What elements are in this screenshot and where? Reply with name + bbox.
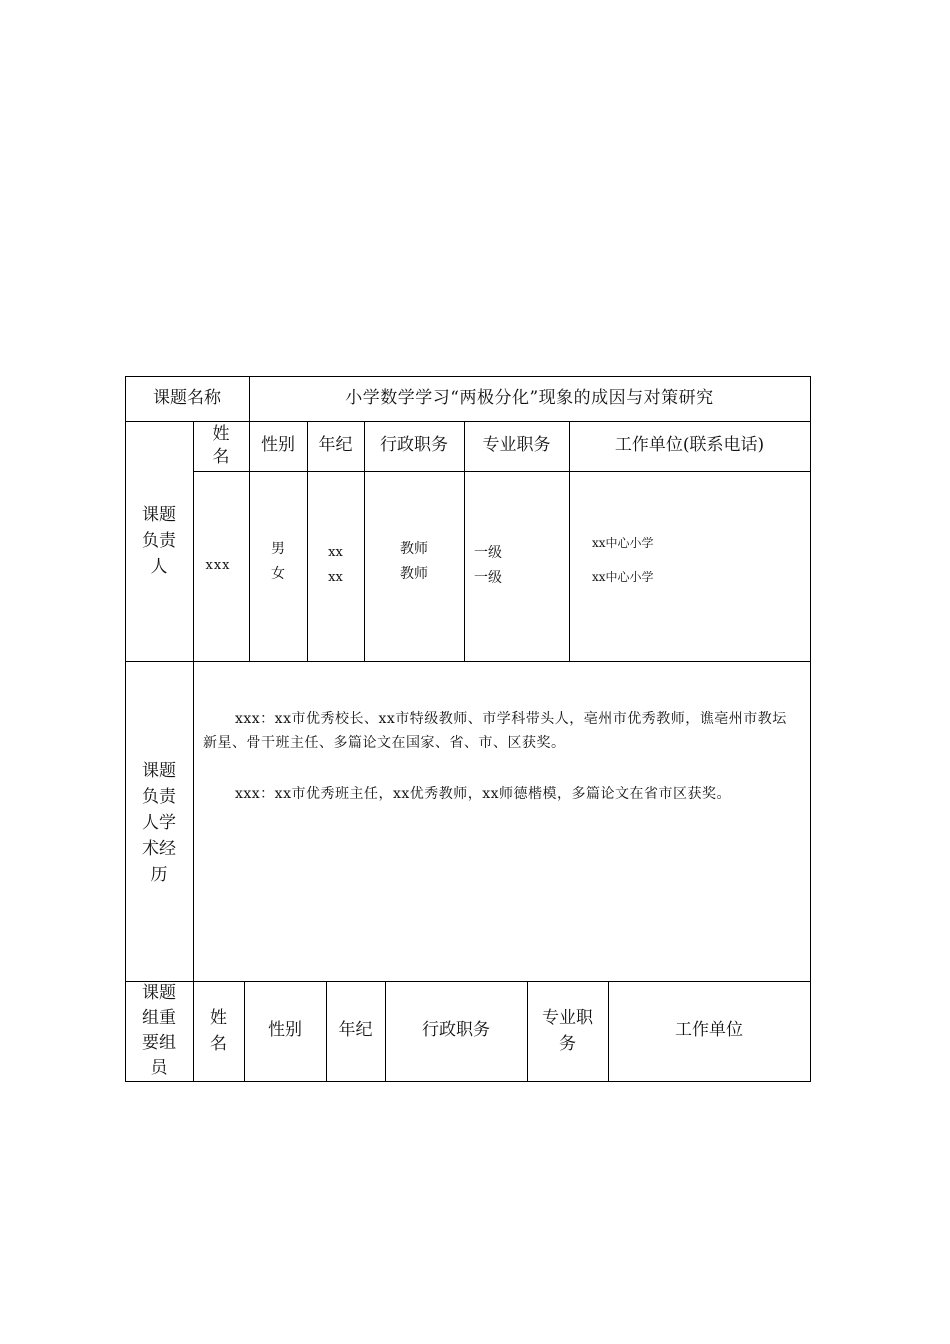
members-header-name <box>193 981 244 1081</box>
members-header-title-post-line-1: 专业职 <box>542 1008 593 1028</box>
members-header-title-post <box>527 981 608 1081</box>
members-header-age: 年纪 <box>338 1020 373 1041</box>
leader-title-post-2: 一级 <box>474 570 502 586</box>
leader-label <box>125 421 193 661</box>
leader-genders <box>249 471 307 661</box>
resume-label-line-2: 负责 <box>142 787 176 807</box>
resume-label <box>125 661 193 981</box>
leader-gender-1: 男 <box>271 541 285 557</box>
header-name-char-2: 名 <box>212 447 230 467</box>
leader-unit-1: xx中心小学 <box>592 535 654 550</box>
leader-name: xxx <box>205 557 231 573</box>
leader-label-line-1: 课题 <box>142 505 176 525</box>
members-header-admin-post: 行政职务 <box>422 1020 490 1041</box>
resume-paragraph-1: xxx：xx市优秀校长、xx市特级教师、市学科带头人，亳州市优秀教师，谯亳州市教坛新星、骨干班主任、多篇论文在国家、省、市、区获奖。 <box>203 711 787 751</box>
resume-label-line-4: 术经 <box>142 839 176 859</box>
leader-label-line-3: 人 <box>150 557 168 577</box>
members-label-line-2: 组重 <box>142 1008 176 1028</box>
leader-label-line-2: 负责 <box>142 531 176 551</box>
leader-gender-2: 女 <box>271 566 285 582</box>
table-border-bottom <box>125 1081 811 1082</box>
leader-age-2: xx <box>328 570 343 585</box>
leader-title-posts <box>474 471 534 661</box>
leader-ages <box>307 471 364 661</box>
leader-units <box>592 471 742 661</box>
leader-age-1: xx <box>328 545 343 560</box>
members-header-title-post-line-2: 务 <box>559 1034 576 1054</box>
resume-label-line-1: 课题 <box>142 761 176 781</box>
members-label-line-4: 员 <box>150 1058 168 1078</box>
leader-admin-posts <box>364 471 464 661</box>
members-header-gender: 性别 <box>268 1020 302 1041</box>
header-unit-contact: 工作单位(联系电话) <box>614 435 765 456</box>
leader-title-post-1: 一级 <box>474 545 502 561</box>
header-name <box>193 421 249 471</box>
header-age: 年纪 <box>318 435 353 456</box>
row-divider-3 <box>125 661 811 662</box>
members-label <box>125 981 193 1081</box>
leader-unit-2: xx中心小学 <box>592 569 654 584</box>
members-header-unit: 工作单位 <box>675 1020 743 1041</box>
leader-admin-post-2: 教师 <box>400 566 428 582</box>
leader-admin-post-1: 教师 <box>400 541 428 557</box>
header-admin-post: 行政职务 <box>380 435 448 456</box>
resume-paragraph-2: xxx：xx市优秀班主任，xx优秀教师，xx师德楷模，多篇论文在省市区获奖。 <box>235 786 732 802</box>
topic-label: 课题名称 <box>153 387 221 408</box>
resume-label-line-3: 人学 <box>142 813 176 833</box>
members-label-line-3: 要组 <box>142 1033 176 1053</box>
table-border-right <box>810 376 811 1082</box>
header-name-char-1: 姓 <box>212 424 230 444</box>
resume-label-line-5: 历 <box>150 865 168 885</box>
header-title-post: 专业职务 <box>482 435 551 456</box>
members-header-name-line-1: 姓 <box>210 1008 227 1028</box>
members-header-name-line-2: 名 <box>210 1034 227 1054</box>
topic-title: 小学数学学习“两极分化”现象的成因与对策研究 <box>345 387 714 408</box>
members-label-line-1: 课题 <box>142 983 176 1003</box>
header-gender: 性别 <box>261 435 295 456</box>
